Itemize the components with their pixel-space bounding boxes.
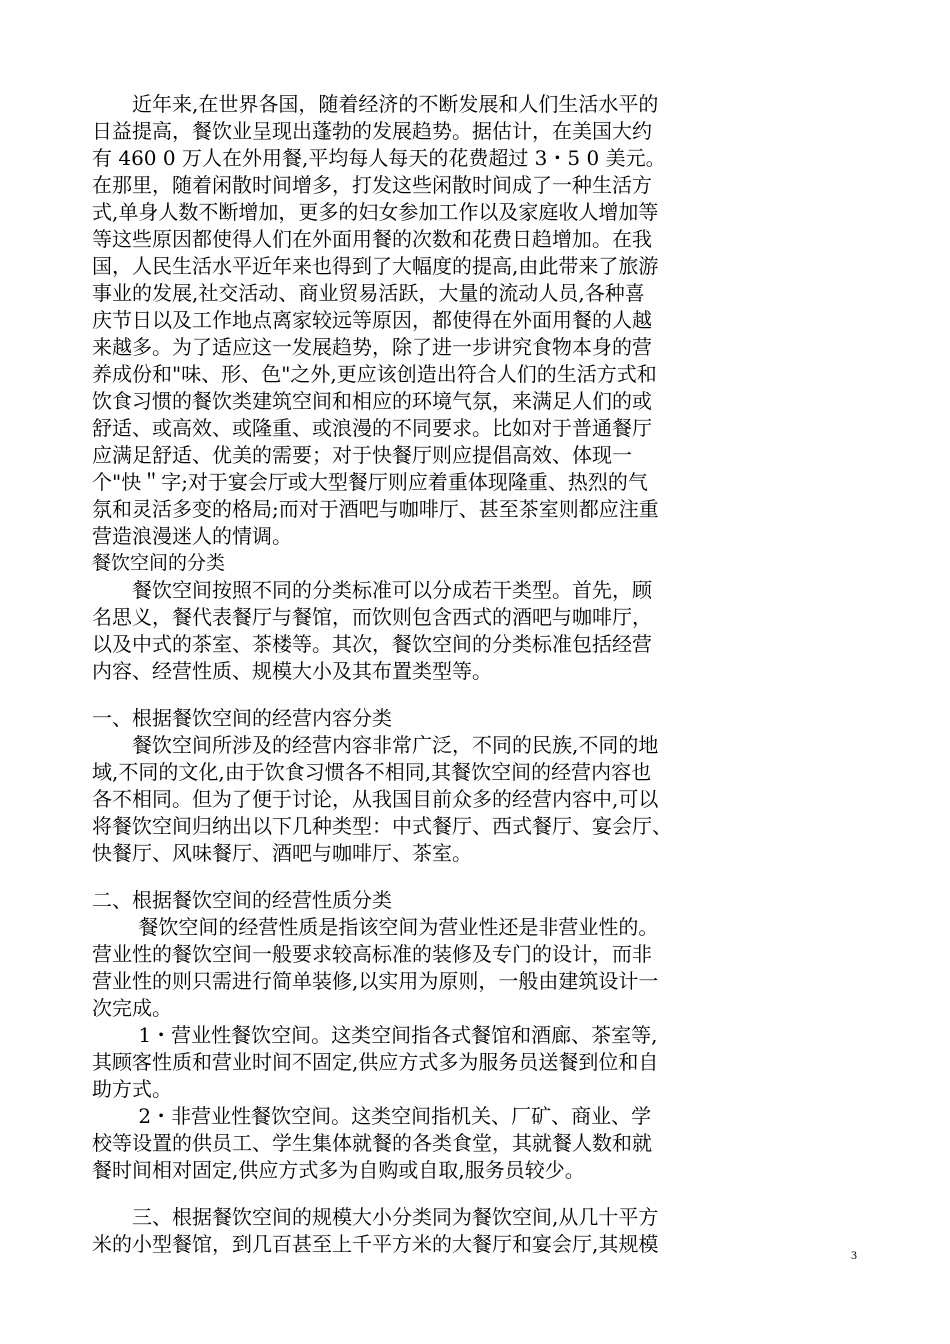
subsection-line: 1・营业性餐饮空间。这类空间指各式餐馆和酒廊、茶室等,	[92, 1023, 658, 1047]
subsection-heading: 一、根据餐饮空间的经营内容分类	[92, 706, 392, 730]
subsection-line: 米的小型餐馆，到几百甚至上千平方米的大餐厅和宴会厅,其规模	[92, 1232, 659, 1256]
intro-line: 应满足舒适、优美的需要；对于快餐厅则应提倡高效、体现一	[92, 443, 632, 467]
section-line: 内容、经营性质、规模大小及其布置类型等。	[92, 659, 492, 683]
subsection-line: 将餐饮空间归纳出以下几种类型：中式餐厅、西式餐厅、宴会厅、	[92, 814, 672, 838]
subsection-line: 校等设置的供员工、学生集体就餐的各类食堂，其就餐人数和就	[92, 1131, 652, 1155]
subsection-line: 营业性的餐饮空间一般要求较高标准的装修及专门的设计，而非	[92, 942, 652, 966]
intro-line: 饮食习惯的餐饮类建筑空间和相应的环境气氛，来满足人们的或	[92, 389, 652, 413]
subsection-line: 其顾客性质和营业时间不固定,供应方式多为服务员送餐到位和自	[92, 1050, 659, 1074]
intro-line: 近年来,在世界各国，随着经济的不断发展和人们生活水平的	[92, 92, 659, 116]
intro-line: 营造浪漫迷人的情调。	[92, 524, 292, 548]
subsection-line: 营业性的则只需进行简单装修,以实用为原则，一般由建筑设计一	[92, 969, 659, 993]
intro-line: 来越多。为了适应这一发展趋势，除了进一步讲究食物本身的营	[92, 335, 652, 359]
intro-line: 日益提高，餐饮业呈现出蓬勃的发展趋势。据估计，在美国大约	[92, 119, 652, 143]
subsection-line: 餐饮空间所涉及的经营内容非常广泛，不同的民族,不同的地	[92, 733, 659, 757]
subsection-line: 三、根据餐饮空间的规模大小分类同为餐饮空间,从几十平方	[92, 1205, 659, 1229]
intro-line: 等这些原因都使得人们在外面用餐的次数和花费日趋增加。在我	[92, 227, 652, 251]
intro-line: 舒适、或高效、或隆重、或浪漫的不同要求。比如对于普通餐厅	[92, 416, 652, 440]
subsection-line: 域,不同的文化,由于饮食习惯各不相同,其餐饮空间的经营内容也	[92, 760, 652, 784]
intro-line: 在那里，随着闲散时间增多，打发这些闲散时间成了一种生活方	[92, 173, 652, 197]
section-line: 餐饮空间按照不同的分类标准可以分成若干类型。首先，顾	[92, 578, 652, 602]
intro-line: 事业的发展,社交活动、商业贸易活跃，大量的流动人员,各种喜	[92, 281, 645, 305]
subsection-line: 助方式。	[92, 1077, 172, 1101]
intro-line: 氛和灵活多变的格局;而对于酒吧与咖啡厅、甚至茶室则都应注重	[92, 497, 659, 521]
intro-line: 庆节日以及工作地点离家较远等原因，都使得在外面用餐的人越	[92, 308, 652, 332]
subsection-line: 次完成。	[92, 996, 172, 1020]
intro-line: 式,单身人数不断增加，更多的妇女参加工作以及家庭收人增加等	[92, 200, 659, 224]
subsection-line: 2・非营业性餐饮空间。这类空间指机关、厂矿、商业、学	[92, 1104, 652, 1128]
page-number: 3	[851, 1248, 857, 1262]
subsection-line: 快餐厅、风味餐厅、酒吧与咖啡厅、茶室。	[92, 841, 472, 865]
intro-line: 有 460 0 万人在外用餐,平均每人每天的花费超过 3・5 0 美元。	[92, 146, 666, 170]
intro-line: 个"快＂字;对于宴会厅或大型餐厅则应着重体现隆重、热烈的气	[92, 470, 648, 494]
subsection-line: 各不相同。但为了便于讨论，从我国目前众多的经营内容中,可以	[92, 787, 659, 811]
subsection-line: 餐时间相对固定,供应方式多为自购或自取,服务员较少。	[92, 1158, 585, 1182]
subsection-line: 餐饮空间的经营性质是指该空间为营业性还是非营业性的。	[92, 915, 659, 939]
section-heading: 餐饮空间的分类	[92, 552, 226, 574]
intro-line: 国，人民生活水平近年来也得到了大幅度的提高,由此带来了旅游	[92, 254, 659, 278]
intro-line: 养成份和"味、形、色"之外,更应该创造出符合人们的生活方式和	[92, 362, 657, 386]
section-line: 以及中式的茶室、茶楼等。其次，餐饮空间的分类标准包括经营	[92, 632, 652, 656]
section-line: 名思义，餐代表餐厅与餐馆，而饮则包含西式的酒吧与咖啡厅，	[92, 605, 652, 629]
subsection-heading: 二、根据餐饮空间的经营性质分类	[92, 888, 392, 912]
